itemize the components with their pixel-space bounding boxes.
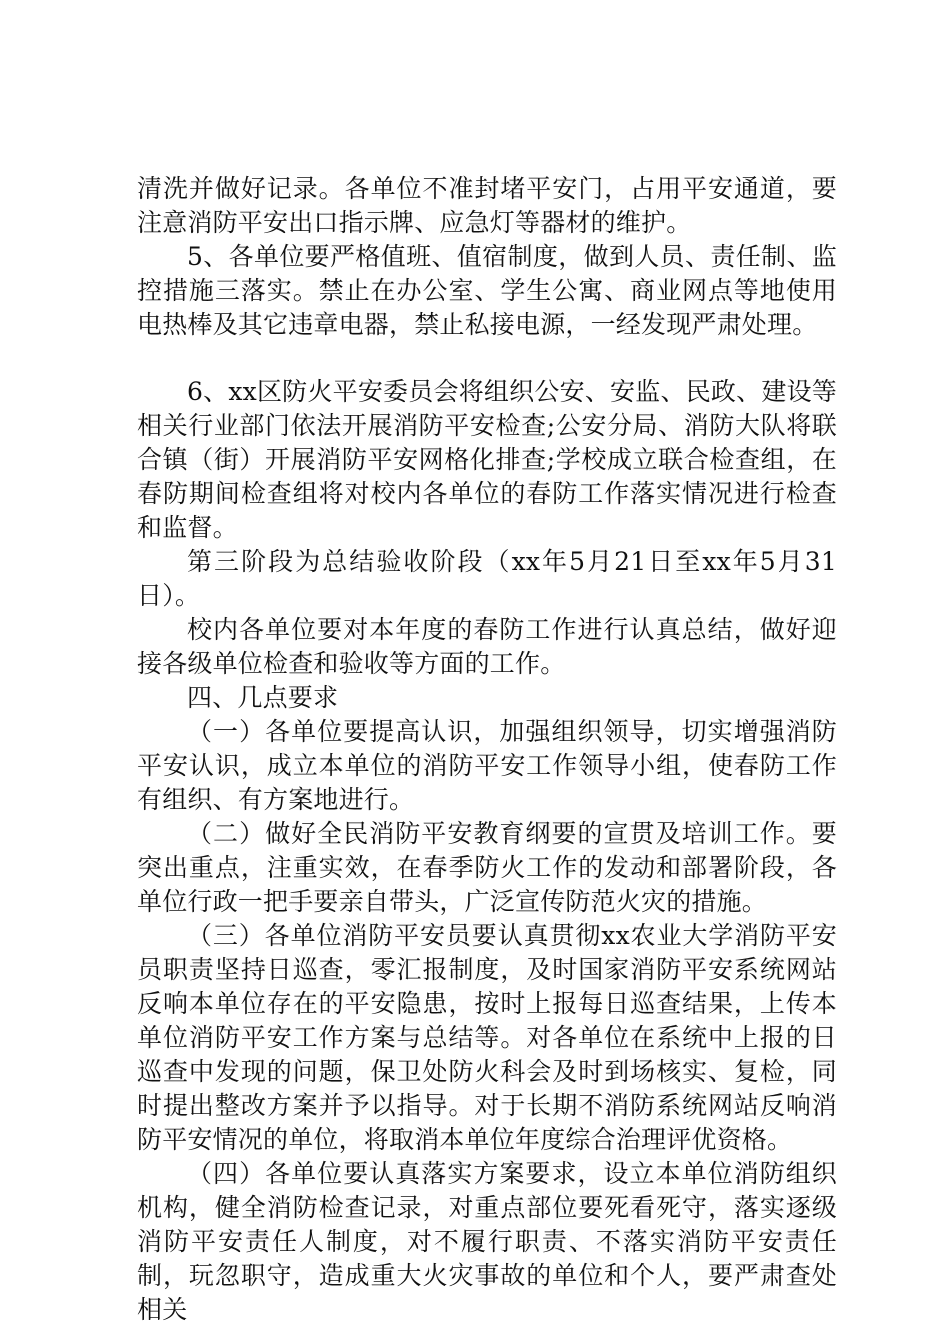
paragraph-requirement-3: （三）各单位消防平安员要认真贯彻xx农业大学消防平安员职责坚持日巡查，零汇报制度，及时国家消防平安系统网站反响本单位存在的平安隐患，按时上报每日巡查结果，上传本单位消防平安工作方案与总结等。对各单位在系统中上报的日巡查中发现的问题，保卫处防火科会及时到场核实、复检，同时提出整改方案并予以指导。对于长期不消防系统网站反响消防平安情况的单位，将取消本单位年度综合治理评优资格。 (137, 921, 837, 1154)
paragraph-stage-three: 第三阶段为总结验收阶段（xx年5月21日至xx年5月31日）。 (137, 547, 837, 610)
paragraph-requirement-2: （二）做好全民消防平安教育纲要的宣贯及培训工作。要突出重点，注重实效，在春季防火工作的发动和部署阶段，各单位行政一把手要亲自带头，广泛宣传防范火灾的措施。 (137, 819, 837, 916)
paragraph-requirement-4: （四）各单位要认真落实方案要求，设立本单位消防组织机构，健全消防检查记录，对重点部位要死看死守，落实逐级消防平安责任人制度，对不履行职责、不落实消防平安责任制，玩忽职守，造成重大火灾事故的单位和个人，要严肃查处相关 (137, 1159, 837, 1324)
paragraph-spacer (137, 342, 837, 375)
paragraph-item-6: 6、xx区防火平安委员会将组织公安、安监、民政、建设等相关行业部门依法开展消防平安检查;公安分局、消防大队将联合镇（街）开展消防平安网格化排查;学校成立联合检查组，在春防期间检查组将对校内各单位的春防工作落实情况进行检查和监督。 (137, 377, 837, 542)
paragraph-continuation: 清洗并做好记录。各单位不准封堵平安门，占用平安通道，要注意消防平安出口指示牌、应急灯等器材的维护。 (137, 174, 837, 237)
paragraph-item-5: 5、各单位要严格值班、值宿制度，做到人员、责任制、监控措施三落实。禁止在办公室、学生公寓、商业网点等地使用电热棒及其它违章电器，禁止私接电源，一经发现严肃处理。 (137, 242, 837, 339)
document-body (137, 172, 837, 1327)
paragraph-requirement-1: （一）各单位要提高认识，加强组织领导，切实增强消防平安认识，成立本单位的消防平安工作领导小组，使春防工作有组织、有方案地进行。 (137, 717, 837, 814)
paragraph-summary: 校内各单位要对本年度的春防工作进行认真总结，做好迎接各级单位检查和验收等方面的工作。 (137, 615, 837, 678)
section-heading-requirements: 四、几点要求 (187, 683, 339, 712)
